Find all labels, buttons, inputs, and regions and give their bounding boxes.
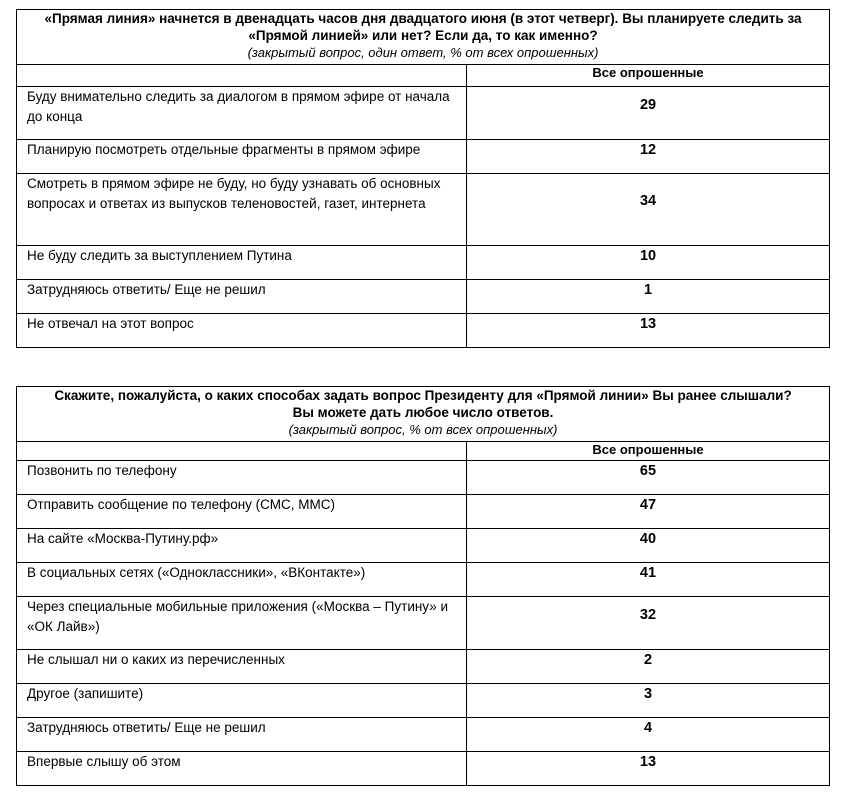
answer-value: 32: [467, 597, 830, 650]
answer-value: 13: [467, 314, 830, 348]
table-row: [17, 684, 830, 718]
table-row: [17, 174, 830, 246]
answer-value: 13: [467, 752, 830, 786]
answer-value: 29: [467, 87, 830, 140]
answer-label: Смотреть в прямом эфире не буду, но буду узнавать об основных вопросах и ответах из выпусков теленовостей, газет, интернета: [17, 174, 467, 246]
table-row: [17, 597, 830, 650]
survey-table-question-channels: [16, 386, 830, 786]
question-note: (закрытый вопрос, один ответ, % от всех опрошенных): [247, 45, 599, 60]
answer-value: 34: [467, 174, 830, 246]
answer-label: Буду внимательно следить за диалогом в прямом эфире от начала до конца: [17, 87, 467, 140]
answer-label: Не отвечал на этот вопрос: [17, 314, 467, 348]
column-header: Все опрошенные: [467, 65, 830, 87]
answer-label: В социальных сетях («Одноклассники», «ВКонтакте»): [17, 563, 467, 597]
answer-label: Не слышал ни о каких из перечисленных: [17, 650, 467, 684]
answer-label: На сайте «Москва-Путину.рф»: [17, 529, 467, 563]
answer-label: Через специальные мобильные приложения («Москва – Путину» и «ОК Лайв»): [17, 597, 467, 650]
question-cell: [17, 10, 830, 65]
table-row: [17, 650, 830, 684]
answer-label: Затрудняюсь ответить/ Еще не решил: [17, 718, 467, 752]
column-header: Все опрошенные: [467, 442, 830, 461]
question-note: (закрытый вопрос, % от всех опрошенных): [288, 422, 558, 437]
table-row: [17, 752, 830, 786]
answer-value: 2: [467, 650, 830, 684]
answer-label: Затрудняюсь ответить/ Еще не решил: [17, 280, 467, 314]
answer-label: Не буду следить за выступлением Путина: [17, 246, 467, 280]
table-row: [17, 718, 830, 752]
answer-label: Другое (запишите): [17, 684, 467, 718]
empty-header-cell: [17, 65, 467, 87]
table-row: [17, 563, 830, 597]
answer-value: 41: [467, 563, 830, 597]
table-row: [17, 495, 830, 529]
question-text-line2: Вы можете дать любое число ответов.: [292, 405, 554, 420]
empty-header-cell: [17, 442, 467, 461]
table-row: [17, 280, 830, 314]
answer-value: 12: [467, 140, 830, 174]
answer-value: 65: [467, 461, 830, 495]
answer-label: Планирую посмотреть отдельные фрагменты в прямом эфире: [17, 140, 467, 174]
question-text-line1: Скажите, пожалуйста, о каких способах задать вопрос Президенту для «Прямой линии» Вы ранее слышали?: [54, 388, 792, 403]
answer-label: Позвонить по телефону: [17, 461, 467, 495]
table-row: [17, 140, 830, 174]
answer-value: 47: [467, 495, 830, 529]
table-row: [17, 529, 830, 563]
answer-label: Впервые слышу об этом: [17, 752, 467, 786]
table-row: [17, 246, 830, 280]
table-row: [17, 87, 830, 140]
answer-value: 1: [467, 280, 830, 314]
question-cell: [17, 387, 830, 442]
table-row: [17, 314, 830, 348]
survey-table-follow-direct-line: [16, 9, 830, 348]
table-row: [17, 461, 830, 495]
answer-label: Отправить сообщение по телефону (СМС, ММС): [17, 495, 467, 529]
answer-value: 40: [467, 529, 830, 563]
answer-value: 4: [467, 718, 830, 752]
question-text: «Прямая линия» начнется в двенадцать часов дня двадцатого июня (в этот четверг). Вы планируете следить за «Прямой линией» или нет? Если да, то как именно?: [44, 11, 802, 43]
answer-value: 3: [467, 684, 830, 718]
answer-value: 10: [467, 246, 830, 280]
